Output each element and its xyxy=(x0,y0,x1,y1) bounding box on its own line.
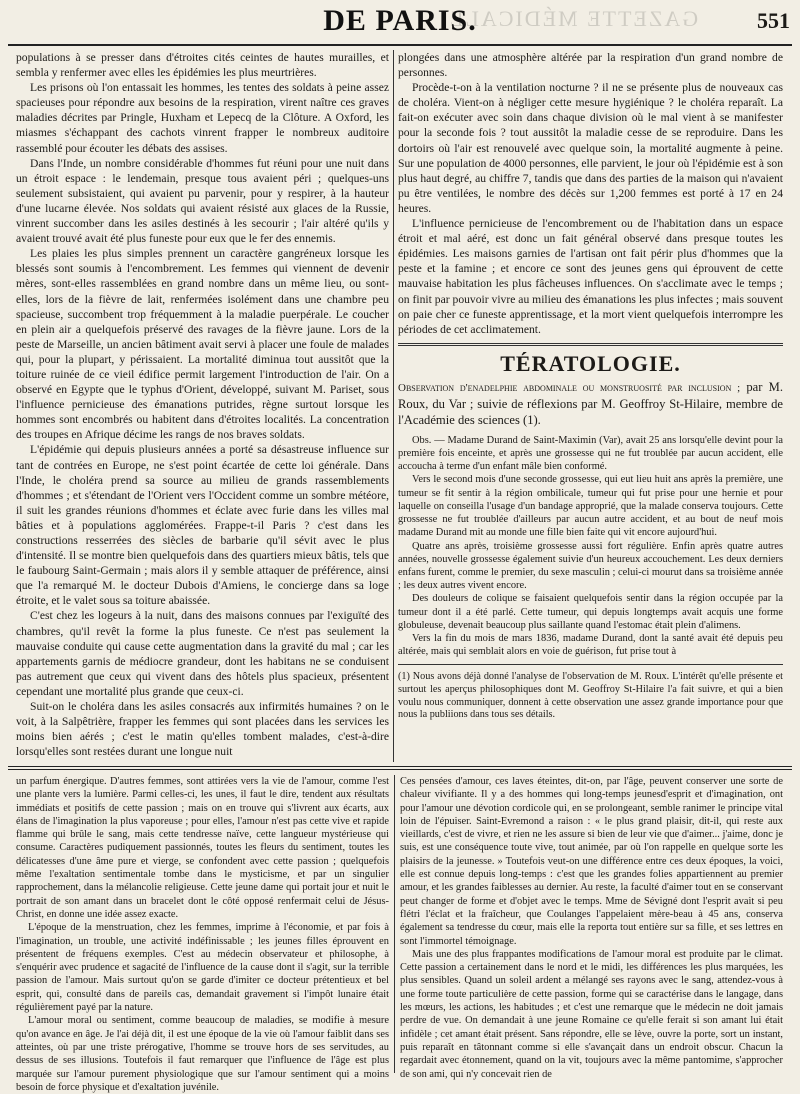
page-header xyxy=(8,4,792,46)
feuilleton-right-column xyxy=(400,775,783,1080)
paragraph: Procède-t-on à la ventilation nocturne ? il ne se présente plus de nouveaux cas de choléra. Vient-on à négliger cette mesure hygiénique ? le choléra reparaît. La fait-on exécuter avec soin dans chaque division où le mal vient à se manifester pour la seconde fois ? tout aussitôt la maladie cesse de se reproduire. Dans les dortoirs où l'air est renouvelé avec quelque soin, la mortalité augmente à peine. Sur une population de 4000 personnes, elle parvient, le jour où l'épidémie est à son plus haut degré, au chiffre 7, tandis que dans des parties de la maison qui n'avaient pu être ventilées, le nombre des décès sur 1,200 femmes est porté à 17 en 24 heures. xyxy=(398,81,783,215)
section-title: TÉRATOLOGIE. xyxy=(500,350,681,376)
paragraph: L'époque de la menstruation, chez les femmes, imprime à l'économie, et par fois à l'imagination, un trouble, une activité indéfinissable ; les jeunes filles éprouvent en présentent de fréquens exemples. C'est au médecin observateur et philosophe, à s'enquérir avec prudence et sagacité de l'influence de la cause dont il s'agit, sur la terrible passion de l'amour. Mais surtout qu'on se garde d'imiter ce docteur prétentieux et bel esprit, qui, consulté dans de pareils cas, demandait gravement si l'impôt lunaire était régulièrement payé par la nature. xyxy=(16,922,389,1014)
paragraph: Quatre ans après, troisième grossesse aussi fort régulière. Enfin après quatre autres années, nouvelle grossesse également suivie d'un heureux accouchement. Les deux derniers enfans furent, comme le premier, du sexe masculin ; celui-ci mourut dans sa troisième année ; les deux autres vivent encore. xyxy=(398,540,783,592)
paragraph: Les prisons où l'on entassait les hommes, les tentes des soldats à peine assez spacieuses pour répondre aux besoins de la respiration, virent naître ces graves maladies décrites par Pringle, Huxham et Lepecq de la Clôture. A Oxford, les miasmes s'échappant des cachots vinrent frapper le nombreux auditoire rassemblé pour écouter les débats des assises. xyxy=(16,81,389,155)
paragraph: Mais une des plus frappantes modifications de l'amour moral est produite par le climat. Cette passion a certainement dans le nord et le midi, les différences les plus marquées, les plus sensibles. Quand un soleil ardent a mélangé ses rayons avec le sang, attendez-vous à une forme toute particulière de cette passion, forme qui se caractérise dans le langage, dans les mœurs, les actions, les habitudes ; et c'est une remarque que le médecin ne doit jamais perdre de vue. On demandait à une jeune Romaine ce qu'elle ferait si son amant lui était infidèle ; cet amant était présent. Sans répondre, elle se lève, ouvre la porte, sort un instant, puis reparaît en tâtonnant comme si elle s'avançait dans un endroit obscur. Chacun la regardait avec étonnement, quand on la vit, toujours avec la même pantomime, s'approcher de son ami, qui n'y concevait rien de xyxy=(400,948,783,1080)
column-divider xyxy=(393,50,394,762)
feuilleton-rule xyxy=(8,769,792,770)
paragraph: L'influence pernicieuse de l'encombrement ou de l'habitation dans un espace étroit et mal aéré, est donc un fait général observé dans presque toutes les épidémies. Les maisons garnies de l'artisan ont fait périr plus d'hommes que la peste et la famine ; et encore ce sont des jeunes gens qui éprouvent de cette mauvaise habitation les plus fâcheuses influences. On s'acclimate avec le temps ; on finit par pouvoir vivre au milieu des émanations les plus infectes ; mais souvent on paie cher ce funeste apprentissage, et la mort vient quelquefois interrompre les périodes de cet acclimatement. xyxy=(398,217,783,336)
paragraph: un parfum énergique. D'autres femmes, sont attirées vers la vie de l'amour, comme l'est une plante vers la lumière. Parmi celles-ci, les unes, il faut le dire, tendent aux résultats immédiats et positifs de cette passion ; mais on en trouve qui s'livrent aux écarts, aux élans de l'imagination la plus vaporeuse ; pour elles, l'amour n'est pas cette vive et rapide flamme qui brûle le sang, mais cette tendresse naïve, cette langueur mystérieuse qui consume. Caractères pudiquement passionnés, toutes les fleurs du sentiment, toutes les délicatesses d'une âme pure et vierge, se confondent avec cette passion ; quelquefois même l'exaltation sentimentale tombe dans le mysticisme, et par un singulier rapprochement, dans la mélancolie religieuse. Cette jeune dame qui portait jour et nuit le portrait de son amant dans un bracelet dont le côté opposé renfermait celui de Jésus-Christ, en donne une idée assez exacte. xyxy=(16,776,389,920)
paragraph: Vers la fin du mois de mars 1836, madame Durand, dont la santé avait été depuis peu altérée, mais qui semblait alors en voie de guérison, fut prise tout à xyxy=(398,632,783,658)
column-divider xyxy=(394,775,395,1073)
section-separator xyxy=(398,343,783,346)
paragraph: Ces pensées d'amour, ces laves éteintes, dit-on, par l'âge, peuvent conserver une sorte de chaleur vivifiante. Il y a des hommes qui long-temps jeunesd'esprit et d'imagination, ont pour l'amour une dévotion cordicole qui, en se prolongeant, semble ranimer le principe vital loin de l'épuiser. Saint-Evremond a raison : « le plus grand plaisir, dit-il, qui reste aux vieillards, c'est de vivre, et rien ne les assure si bien de leur vie que d'aimer... j'aime, donc je suis, est une conséquence toute vive, tout animée, par où l'on rappelle en quelque sorte les plaisirs de la jeunesse. » Toutefois veut-on une différence entre ces deux époques, la voici, elle est connue depuis long-temps : c'est que les grandes folies appartiennent au premier amour, et les grandes faiblesses au dernier. Au reste, la faculté d'aimer tout en se conservant peut changer de forme et d'objet avec le temps. Mme de Sévigné dont l'esprit avait si peu flétri l'éclat et la fraîcheur, que Coulanges l'appelaient mère-beau à 45 ans, conserva également sa tendresse du cœur, mais elle la reporta tout entière sur sa fille, et ses lettres en sont l'immortel témoignage. xyxy=(400,776,783,947)
header-rule xyxy=(8,44,792,46)
show-through-text: GAZETTE MÉDICALE xyxy=(448,6,699,31)
paragraph: populations à se presser dans d'étroites cités ceintes de hautes murailles, et sembla y renfermer avec elles les épidémies les plus meurtrières. xyxy=(16,51,389,80)
feuilleton-left-column xyxy=(16,775,389,1093)
observation-title xyxy=(398,379,783,428)
paragraph: L'amour moral ou sentiment, comme beaucoup de maladies, se modifie à mesure qu'on avance en âge. Je l'ai déjà dit, il est une époque de la vie où l'amour faiblit dans ses atteintes, où par une triste prérogative, l'homme se trouve hors de ses servitudes, au dessus de ses illusions. Toutefois il faut remarquer que l'influence de l'âge est plus marquée sur l'amour purement physiologique que sur l'amour sentiment qui a moins besoin de force physique et d'exaltation juvénile. xyxy=(16,1015,389,1093)
left-column xyxy=(16,50,389,762)
paragraph: plongées dans une atmosphère altérée par la respiration d'un grand nombre de personnes. xyxy=(398,51,783,80)
paragraph: Des douleurs de colique se faisaient quelquefois sentir dans la région occupée par la tumeur dont il a été parlé. Cette tumeur, qui depuis longtemps avait acquis une forme globuleuse, devenait beaucoup plus saillante quand l'estomac était plein d'alimens. xyxy=(398,593,783,631)
footnote: (1) Nous avons déjà donné l'analyse de l'observation de M. Roux. L'intérêt qu'elle présente et surtout les aperçus philosophiques dont M. Geoffroy St-Hilaire l'a fait suivre, et qui a bien voulu nous communiquer, donnent à cette observation une assez grande importance pour que nous la publiions dans tous ses détails. xyxy=(398,671,783,721)
observation-title-smallcaps: Observation d'enadelphie abdominale ou monstruosité par inclusion ; xyxy=(398,381,741,394)
paragraph: Suit-on le choléra dans les asiles consacrés aux infirmités humaines ? on le voit, à la Salpêtrière, frapper les femmes qui sont placées dans les services les moins bien aérés ; c'est le matin qu'elles tombent malades, c'est-à-dire lorsqu'elles sont restées durant une longue nuit xyxy=(16,700,389,759)
paragraph: Obs. — Madame Durand de Saint-Maximin (Var), avait 25 ans lorsqu'elle devint pour la première fois enceinte, et après une grossesse qui ne fut troublée par aucun accident, elle accoucha à terme d'un enfant mâle bien conformé. xyxy=(398,434,783,473)
page-number: 551 xyxy=(757,8,790,33)
paragraph: C'est chez les logeurs à la nuit, dans des maisons connues par l'exiguïté des chambres, qu'il revêt la forme la plus funeste. Ce n'est pas seulement la mauvaise conduite qui cause cette augmentation dans la gravité du mal ; car les appartements garnis de médiocre grandeur, dont les habitans ne se conduisent pas autrement que ceux qui vivent dans des hôtels plus spacieux, présentent cependant une mortalité plus grande que ceux-ci. xyxy=(16,609,389,698)
paragraph: Dans l'Inde, un nombre considérable d'hommes fut réuni pour une nuit dans un étroit espace : le lendemain, presque tous avaient péri ; quelques-uns seulement subsistaient, qui avaient pu parvenir, pour y respirer, à la hauteur d'une lucarne élevée. Nos soldats qui avaient résisté aux glaces de la Russie, vinrent succomber dans les asiles destinés à les secourir ; l'air altéré qu'ils y avaient trouvé avait été plus funeste pour eux que le fer des ennemis. xyxy=(16,156,389,246)
observation-title-authors: par M. Roux, du Var ; suivie de réflexions par M. Geoffroy St-Hilaire, membre de l'Académie des sciences (1). xyxy=(398,379,783,427)
right-column xyxy=(398,50,783,762)
paragraph: L'épidémie qui depuis plusieurs années a porté sa désastreuse influence sur tant de contrées en Europe, ne s'est point écartée de cette loi générale. Dans l'Inde, le choléra prend sa source au milieu de grands rassemblements d'hommes ; et s'étendant de l'Orient vers l'Occident comme un sombre météore, il suit les grandes réunions d'hommes et éclate avec furie dans les villes mal bâties et à populations agglomérées. Frappe-t-il Paris ? c'est dans les constructions resserrées des siècles de barbarie qu'il sévit avec le plus d'intensité. Il se montre bien quelquefois dans des quartiers mieux bâtis, tels que le faubourg Saint-Germain ; mais alors il y semble attaquer de préférence, ainsi que l'a remarqué M. le docteur Dubois d'Amiens, le concierge dans sa loge étroite, et le valet sous sa toiture abaissée. xyxy=(16,443,389,608)
masthead-title: DE PARIS. xyxy=(323,4,477,37)
paragraph: Les plaies les plus simples prennent un caractère gangréneux lorsque les blessés sont soumis à l'encombrement. Les femmes qui viennent de devenir mères, sont-elles rassemblées en grand nombre dans un même lieu, ou sont-elles, lors de la fièvre de lait, renfermées isolément dans une chambre peu spacieuse, succombent trop fréquemment à la maladie puerpérale. Le coucher en plein air a quelquefois préservé des ravages de la fièvre jaune. Lors de la peste de Marseille, un ancien bâtiment avait servi à placer une foule de malades qui, pour la plupart, y périssaient. La mortalité diminua tout aussitôt que la toiture ruinée de ce vieil édifice permit largement l'introduction de l'air. On a observé en Egypte que le typhus d'Orient, développé, suivant M. Pariset, sous l'influence pernicieuse des émanations putrides, règne surtout lorsque les hommes sont encombrés ou habitent dans d'étroites localités. La concentration des troupes en Afrique décime les rangs de nos braves soldats. xyxy=(16,247,389,442)
paragraph: Vers le second mois d'une seconde grossesse, qui eut lieu huit ans après la première, une tumeur se fit sentir à la région ombilicale, tumeur qui fut prise pour une hernie et pour laquelle on conseilla l'usage d'un bandage approprié, que la malade conserva toujours. Cette grossesse ne fut troublée d'ailleurs par aucun autre accident, et au bout de neuf mois madame Durand mit au monde une fille bien faite qui vit encore aujourd'hui. xyxy=(398,474,783,539)
footnote-rule xyxy=(398,664,783,665)
feuilleton-rule xyxy=(8,766,792,767)
observation-body xyxy=(398,434,783,658)
